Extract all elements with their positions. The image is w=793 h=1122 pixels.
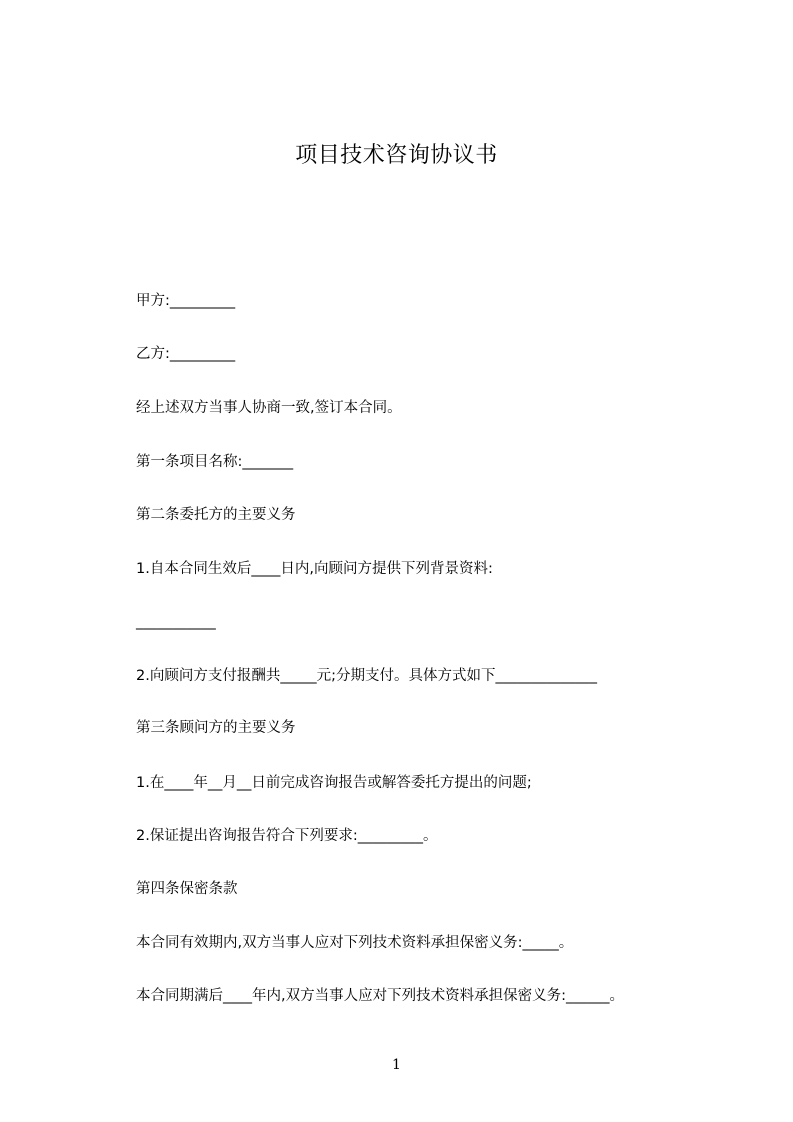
article-2-heading: 第二条委托方的主要义务 (136, 507, 296, 523)
article-3-item-2: 2.保证提出咨询报告符合下列要求:_________。 (136, 828, 438, 844)
page-number: 1 (392, 1057, 401, 1073)
agreement-statement: 经上述双方当事人协商一致,签订本合同。 (136, 400, 402, 416)
confidentiality-after-term: 本合同期满后____年内,双方当事人应对下列技术资料承担保密义务:______。 (136, 988, 624, 1004)
confidentiality-during-term: 本合同有效期内,双方当事人应对下列技术资料承担保密义务:_____。 (136, 935, 574, 951)
article-3-heading: 第三条顾问方的主要义务 (136, 720, 296, 736)
article-4-heading: 第四条保密条款 (136, 881, 238, 897)
article-2-item-2: 2.向顾问方支付报酬共_____元;分期支付。具体方式如下______________ (136, 668, 597, 684)
article-1-heading: 第一条项目名称:_______ (136, 454, 294, 470)
document-title: 项目技术咨询协议书 (295, 143, 498, 168)
party-a-line: 甲方:_________ (136, 293, 236, 309)
article-3-item-1: 1.在____年__月__日前完成咨询报告或解答委托方提出的问题; (136, 775, 532, 791)
party-b-line: 乙方:_________ (136, 346, 236, 362)
blank-line: ___________ (136, 614, 216, 630)
article-2-item-1: 1.自本合同生效后____日内,向顾问方提供下列背景资料: (136, 561, 493, 577)
